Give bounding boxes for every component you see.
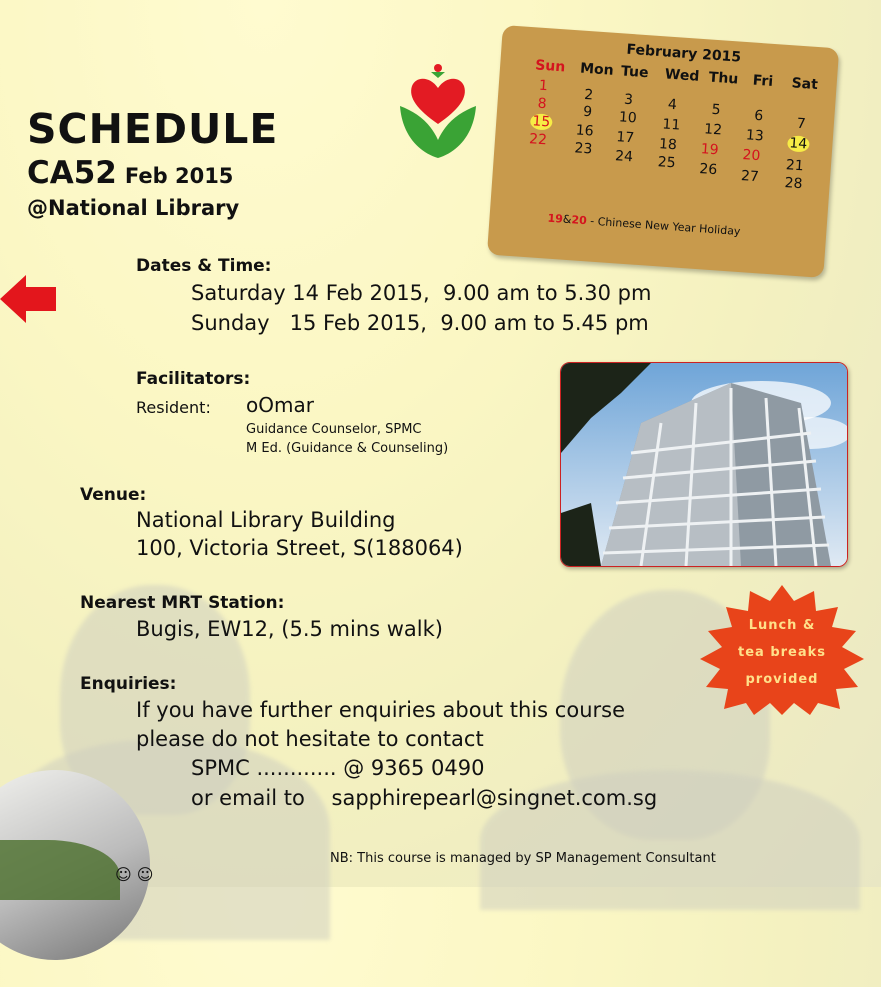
badge-line-2: tea breaks xyxy=(737,645,827,660)
calendar-date: 10 xyxy=(618,109,638,127)
course-code-line xyxy=(27,155,233,191)
calendar-date: 5 xyxy=(711,101,722,119)
calendar-date: 23 xyxy=(574,140,593,158)
facilitators-label: Facilitators: xyxy=(136,369,251,389)
holiday-day-2: 20 xyxy=(571,213,588,228)
calendar-date: 21 xyxy=(785,157,805,175)
smiley-icon: ☺ ☺ xyxy=(115,865,154,884)
venue-label: Venue: xyxy=(80,485,147,505)
calendar-date: 8 xyxy=(537,95,548,113)
holiday-day-1: 19 xyxy=(547,211,564,226)
mrt-label: Nearest MRT Station: xyxy=(80,593,285,613)
calendar-date: 24 xyxy=(614,148,634,166)
calendar-date: 7 xyxy=(796,115,807,133)
lunch-badge-text xyxy=(698,612,866,693)
enquiries-label: Enquiries: xyxy=(80,674,177,694)
mrt-station: Bugis, EW12, (5.5 mins walk) xyxy=(136,617,443,641)
facilitator-name: oOmar xyxy=(246,393,314,417)
calendar-date-holiday: 19 xyxy=(700,141,720,159)
calendar-date: 27 xyxy=(740,167,760,186)
schedule-title: SCHEDULE xyxy=(27,105,279,153)
enquiries-email[interactable]: or email to sapphirepearl@singnet.com.sg xyxy=(191,786,658,810)
venue-heading: @National Library xyxy=(27,196,240,220)
venue-address: 100, Victoria Street, S(188064) xyxy=(136,536,463,560)
red-arrow-left-icon xyxy=(0,275,56,323)
calendar-day-header: Thu xyxy=(708,69,739,88)
calendar-date: 4 xyxy=(667,96,678,114)
building-image xyxy=(561,363,847,566)
calendar-date-holiday: 20 xyxy=(741,147,761,165)
course-code: CA52 xyxy=(27,155,117,191)
calendar-date: 1 xyxy=(538,77,549,95)
calendar-day-header: Wed xyxy=(664,66,700,85)
calendar-date: 25 xyxy=(657,154,677,172)
calendar-day-header: Fri xyxy=(752,72,774,90)
calendar-date-highlighted: 14 xyxy=(788,135,808,153)
calendar-date: 12 xyxy=(703,121,723,139)
calendar-day-header: Sat xyxy=(791,75,819,94)
calendar-date: 6 xyxy=(753,107,764,125)
badge-line-3: provided xyxy=(745,672,819,687)
calendar-date: 2 xyxy=(583,86,594,104)
calendar-day-header: Sun xyxy=(534,57,566,76)
facilitator-title-2: M Ed. (Guidance & Counseling) xyxy=(246,441,449,456)
badge-line-1: Lunch & xyxy=(748,618,816,633)
facilitator-title-1: Guidance Counselor, SPMC xyxy=(246,422,422,437)
venue-building: National Library Building xyxy=(136,508,396,532)
course-month: Feb 2015 xyxy=(124,164,234,188)
dates-time-label: Dates & Time: xyxy=(136,256,272,276)
calendar-date: 9 xyxy=(582,103,593,121)
calendar-day-header: Tue xyxy=(620,63,650,82)
calendar-date: 26 xyxy=(698,161,718,179)
national-library-photo xyxy=(560,362,848,567)
calendar-date: 28 xyxy=(784,175,804,193)
enquiries-text-1: If you have further enquiries about this course xyxy=(136,698,625,722)
calendar-title: February 2015 xyxy=(626,41,742,66)
calendar-date-highlighted: 15 xyxy=(531,113,551,131)
calendar-date: 13 xyxy=(745,127,765,145)
calendar-date: 18 xyxy=(658,136,678,154)
heart-leaf-logo-icon xyxy=(398,62,478,160)
enquiries-text-2: please do not hesitate to contact xyxy=(136,727,484,751)
calendar-date: 16 xyxy=(575,122,595,140)
date-sunday: Sunday 15 Feb 2015, 9.00 am to 5.45 pm xyxy=(191,311,649,335)
holiday-amp: & xyxy=(562,212,572,227)
february-calendar xyxy=(487,25,839,278)
calendar-date: 3 xyxy=(623,91,634,109)
calendar-holiday-note xyxy=(547,212,741,238)
facilitator-role: Resident: xyxy=(136,398,211,417)
calendar-date: 22 xyxy=(528,131,548,149)
nb-footnote: NB: This course is managed by SP Management Consultant xyxy=(330,851,716,866)
holiday-text: - Chinese New Year Holiday xyxy=(589,214,741,239)
calendar-date: 17 xyxy=(615,129,635,147)
date-saturday: Saturday 14 Feb 2015, 9.00 am to 5.30 pm xyxy=(191,281,652,305)
calendar-day-header: Mon xyxy=(579,60,615,79)
enquiries-phone[interactable]: SPMC ............ @ 9365 0490 xyxy=(191,756,485,780)
calendar-date: 11 xyxy=(661,116,681,134)
